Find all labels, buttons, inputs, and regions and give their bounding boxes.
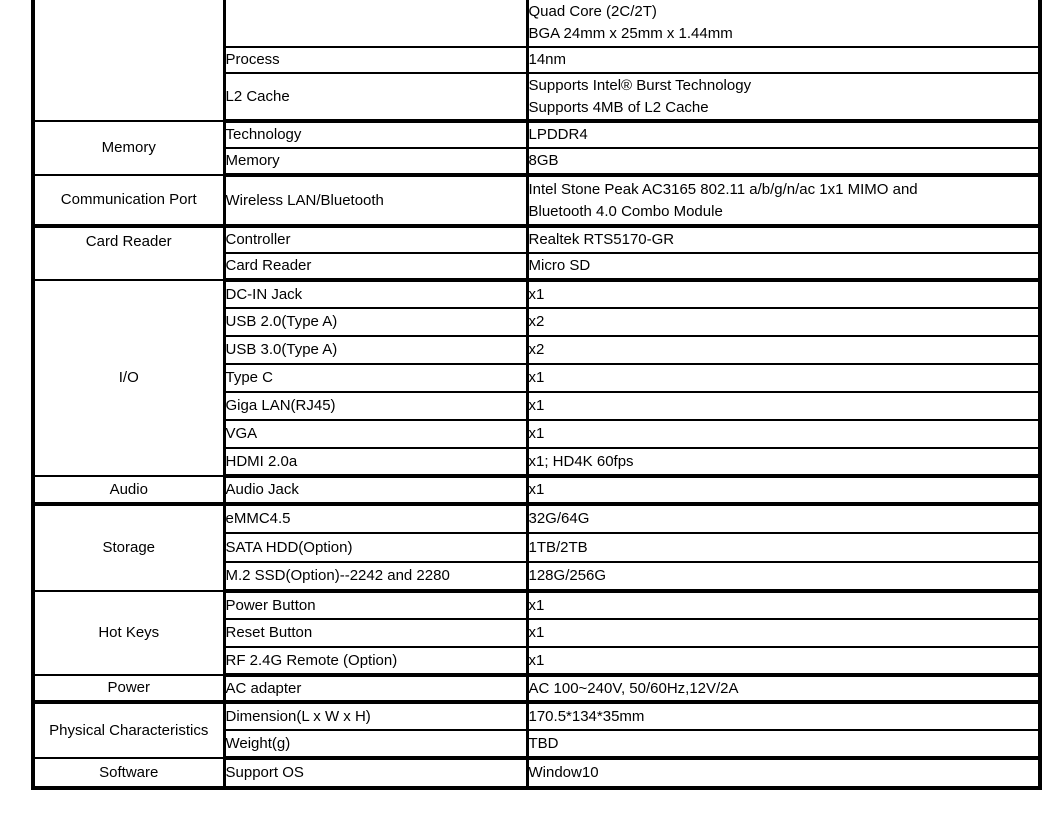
spec-value-cell <box>527 47 1040 73</box>
spec-value-cell <box>527 392 1040 420</box>
spec-value-line: x2 <box>528 313 545 330</box>
spec-value-line: TBD <box>528 734 559 752</box>
spec-item-cell: DC-IN Jack <box>224 280 527 308</box>
spec-value-cell <box>527 175 1040 226</box>
table-row <box>33 591 1040 619</box>
spec-value-cell <box>527 148 1040 175</box>
spec-item-cell: Technology <box>224 121 527 148</box>
spec-item-cell: HDMI 2.0a <box>224 448 527 476</box>
spec-value-line: x1 <box>528 624 545 641</box>
spec-item-cell: Type C <box>224 364 527 392</box>
spec-value-cell <box>527 562 1040 591</box>
spec-value-line: Window10 <box>528 764 599 781</box>
spec-item-cell: Card Reader <box>224 253 527 280</box>
spec-value-line: x1 <box>528 397 545 414</box>
spec-value-line: x2 <box>528 341 545 358</box>
spec-value-line: x1 <box>528 596 545 614</box>
spec-value-cell <box>527 420 1040 448</box>
spec-item-cell: Audio Jack <box>224 476 527 504</box>
spec-value-cell <box>527 448 1040 476</box>
spec-item-cell: Wireless LAN/Bluetooth <box>224 175 527 226</box>
spec-value-line: LPDDR4 <box>528 126 588 143</box>
category-cell: Card Reader <box>33 226 224 280</box>
table-row <box>33 675 1040 702</box>
spec-value-line: 170.5*134*35mm <box>528 707 645 725</box>
spec-table-grid <box>31 0 1042 790</box>
spec-value-cell <box>527 730 1040 758</box>
spec-value-line: Quad Core (2C/2T) <box>528 2 657 20</box>
spec-value-line: BGA 24mm x 25mm x 1.44mm <box>528 24 733 42</box>
spec-item-cell: Support OS <box>224 758 527 788</box>
spec-value-cell <box>527 591 1040 619</box>
table-row <box>33 0 1040 47</box>
spec-value-cell <box>527 121 1040 148</box>
spec-value-line: x1 <box>528 481 545 498</box>
table-row <box>33 280 1040 308</box>
spec-item-cell: USB 2.0(Type A) <box>224 308 527 336</box>
spec-table-body <box>33 0 1040 788</box>
spec-value-line: AC 100~240V, 50/60Hz,12V/2A <box>528 679 739 697</box>
spec-value-cell <box>527 675 1040 702</box>
spec-value-line: x1 <box>528 651 545 669</box>
spec-value-line: 128G/256G <box>528 567 607 584</box>
spec-value-cell <box>527 533 1040 562</box>
spec-value-line: Bluetooth 4.0 Combo Module <box>528 202 723 220</box>
spec-value-line: 8GB <box>528 152 559 169</box>
spec-value-line: x1 <box>528 369 545 386</box>
spec-item-cell: AC adapter <box>224 675 527 702</box>
spec-value-line: 1TB/2TB <box>528 538 588 556</box>
category-cell: I/O <box>33 280 224 476</box>
table-row <box>33 121 1040 148</box>
spec-item-cell: Memory <box>224 148 527 175</box>
spec-value-cell <box>527 619 1040 647</box>
category-cell: Storage <box>33 504 224 591</box>
category-cell: Memory <box>33 121 224 175</box>
spec-value-line: x1; HD4K 60fps <box>528 452 634 470</box>
spec-value-cell <box>527 226 1040 253</box>
spec-value-cell <box>527 758 1040 788</box>
spec-value-line: Realtek RTS5170-GR <box>528 231 675 248</box>
spec-value-line: x1 <box>528 285 545 303</box>
spec-value-cell <box>527 73 1040 121</box>
category-cell: Communication Port <box>33 175 224 226</box>
spec-value-line: Intel Stone Peak AC3165 802.11 a/b/g/n/ac 1x1 MIMO and <box>528 180 918 198</box>
spec-item-cell: Process <box>224 47 527 73</box>
spec-value-cell <box>527 308 1040 336</box>
spec-item-cell: Dimension(L x W x H) <box>224 702 527 730</box>
category-cell: Physical Characteristics <box>33 702 224 758</box>
category-cell: Power <box>33 675 224 702</box>
spec-value-cell <box>527 253 1040 280</box>
spec-item-cell: USB 3.0(Type A) <box>224 336 527 364</box>
spec-value-cell <box>527 647 1040 675</box>
spec-item-cell: eMMC4.5 <box>224 504 527 533</box>
spec-value-cell <box>527 0 1040 47</box>
spec-item-cell <box>224 0 527 47</box>
spec-item-cell: SATA HDD(Option) <box>224 533 527 562</box>
spec-item-cell: RF 2.4G Remote (Option) <box>224 647 527 675</box>
category-cell: Audio <box>33 476 224 504</box>
category-cell <box>33 0 224 121</box>
spec-item-cell: VGA <box>224 420 527 448</box>
spec-value-cell <box>527 702 1040 730</box>
spec-table <box>31 0 1038 790</box>
spec-value-line: 14nm <box>528 51 567 68</box>
spec-value-line: Supports 4MB of L2 Cache <box>528 98 709 116</box>
spec-value-line: 32G/64G <box>528 510 590 527</box>
spec-value-cell <box>527 336 1040 364</box>
spec-value-line: Micro SD <box>528 257 591 274</box>
spec-item-cell: L2 Cache <box>224 73 527 121</box>
table-row <box>33 758 1040 788</box>
spec-item-cell: Giga LAN(RJ45) <box>224 392 527 420</box>
spec-value-cell <box>527 476 1040 504</box>
spec-item-cell: Power Button <box>224 591 527 619</box>
spec-value-cell <box>527 280 1040 308</box>
table-row <box>33 504 1040 533</box>
spec-item-cell: M.2 SSD(Option)--2242 and 2280 <box>224 562 527 591</box>
table-row <box>33 476 1040 504</box>
spec-value-cell <box>527 504 1040 533</box>
spec-item-cell: Weight(g) <box>224 730 527 758</box>
spec-value-cell <box>527 364 1040 392</box>
table-row <box>33 702 1040 730</box>
spec-item-cell: Controller <box>224 226 527 253</box>
table-row <box>33 226 1040 253</box>
spec-value-line: x1 <box>528 425 545 442</box>
table-row <box>33 175 1040 226</box>
spec-item-cell: Reset Button <box>224 619 527 647</box>
spec-value-line: Supports Intel® Burst Technology <box>528 76 752 94</box>
category-cell: Hot Keys <box>33 591 224 675</box>
category-cell: Software <box>33 758 224 788</box>
